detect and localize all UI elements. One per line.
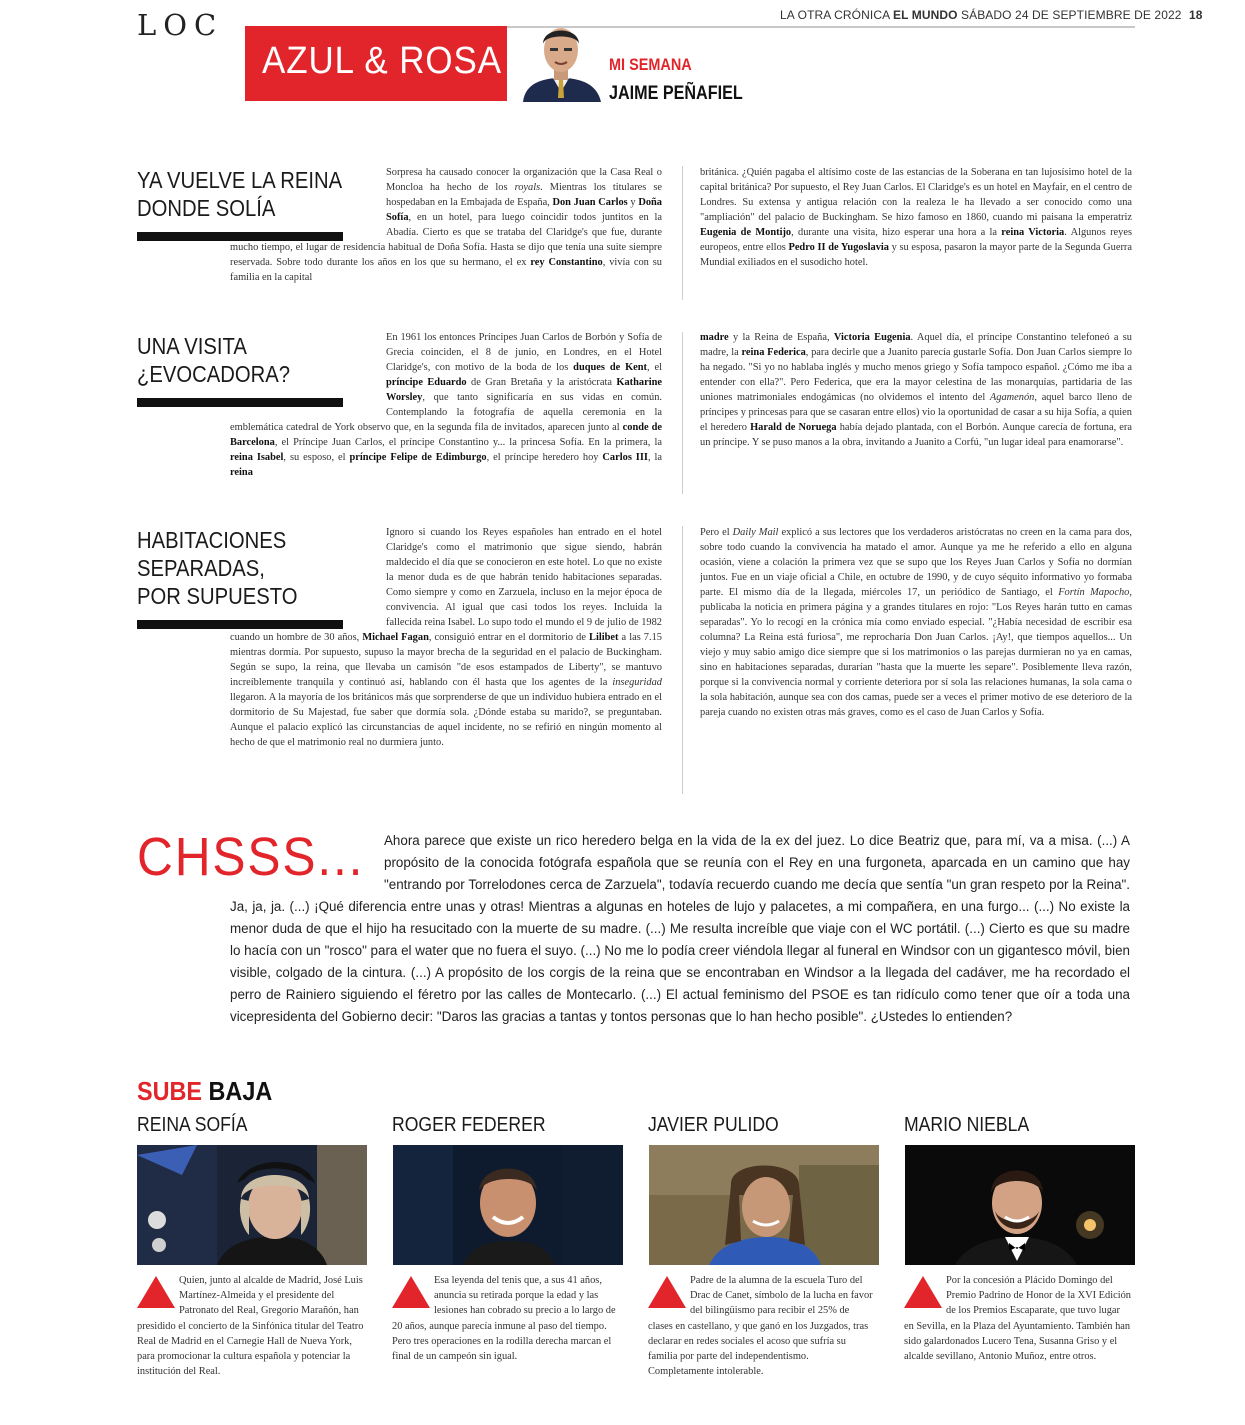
article-text: Sorpresa ha causado conocer la organización que la Casa Real o Moncloa ha hecho de los royals. Mientras los titulares se hospedaban en la Embajada de España, Don Juan Carlos y Doña Sofía, en un hotel, para luego coincidir todos juntitos en la Abadía. Cierto es que se trataba del Claridge's que fue, durante mucho tiempo, el lugar de residencia habitual de Doña Sofía. Hasta se dijo que tenía una suite siempre reservada. Sobre todo durante los años en los que su hermano, el ex rey Constantino, vivía con su familia en la capital <box>230 167 662 283</box>
article-text: Pero el Daily Mail explicó a sus lectores que los verdaderos aristócratas no creen en la cama para dos, sobre todo cuando la convivencia ha matado el amor. Aunque ya me he referido a ello en alguna ocasión, viene a colación la primera vez que se supo que los Reyes Juan Carlos y Sofía no dormían juntos. Fue en un viaje oficial a Chile, en octubre de 1990, y de cuyo séquito informativo yo formaba parte. El mismo día de la llegada, miércoles 17, un periódico de Santiago, el Fortín Mapocho, publicaba la noticia en primera página y a grandes titulares en rojo: "Los Reyes harán tutto en camas separadas". Yo lo recogí en la crónica mía como enviado especial. "¿Había necesidad de escribir esa columna? La Reina está furiosa", me reprocharía Don Juan Carlos. ¡Ay!, que tiempos aquellos... Un viejo y muy sabio amigo dice siempre que si los matrimonios o las parejas durmieran no ya en camas, sino en habitaciones separadas, durarían "hasta que la muerte les separe". Posiblemente lleva razón, porque si la convivencia normal y corriente deteriora por sí sola las relaciones humanas, la sola cama o la sola habitación, aunque sea con dos camas, puede ser a veces el primer motivo de ese deterioro de la pareja cuando no existen otras más graves, como es el caso de Juan Carlos y Sofía. <box>700 527 1132 718</box>
article-text: británica. ¿Quién pagaba el altísimo coste de las estancias de la Soberana en tan lujosísimo hotel de la capital británica? Por supuesto, el Rey Juan Carlos. El Claridge's es un hotel en Mayfair, en el centro de Londres. Su extensa y antigua relación con la realeza le ha llevado a ser conocido como una "ampliación" del palacio de Buckingham. Se hizo famoso en 1860, cuando mi paisana la emperatriz Eugenia de Montijo, durante una visita, hizo esperar una hora a la reina Victoria. Algunos reyes europeos, entre ellos Pedro II de Yugoslavia y su esposa, pasaron la mayor parte de la Segunda Guerra Mundial exiliados en el susodicho hotel. <box>700 167 1132 268</box>
section-title: AZUL & ROSA <box>262 40 503 82</box>
person-name: REINA SOFÍA <box>137 1114 248 1136</box>
column-divider <box>682 166 683 300</box>
person-caption: Por la concesión a Plácido Domingo del Premio Padrino de Honor de la XVI Edición de los Premios Escaparate, que tuvo lugar en Sevilla, en la Plaza del Ayuntamiento. También han sido galardonados Lucero Tena, Susanna Griso y el alcalde sevillano, Antonio Muñoz, entre otros. <box>904 1275 1131 1363</box>
sube-label: SUBE <box>137 1076 203 1106</box>
gossip-title: CHSSS... <box>137 827 365 887</box>
person-photo <box>905 1145 1135 1265</box>
section-heading-1: YA VUELVE LA REINA DONDE SOLÍA <box>137 167 343 221</box>
person-name: ROGER FEDERER <box>392 1114 546 1136</box>
columnist-portrait <box>517 14 605 102</box>
section-heading-3: HABITACIONES SEPARADAS, POR SUPUESTO <box>137 527 298 609</box>
article-text: En 1961 los entonces Príncipes Juan Carlos de Borbón y Sofía de Grecia coinciden, el 8 de junio, en Londres, en el Hotel Claridge's, con motivo de la boda de los duques de Kent, el príncipe Eduardo de Gran Bretaña y la aristócrata Katharine Worsley, que tanto significaría en sus vidas en común. Contemplando la fotografía de aquella ceremonia en la emblemática catedral de York observo que, en la segunda fila de invitados, aparecen junto al conde de Barcelona, el Príncipe Juan Carlos, el príncipe Constantino y... la princesa Sofía. En la primera, la reina Isabel, su esposo, el príncipe Felipe de Edimburgo, el príncipe heredero hoy Carlos III, la reina <box>230 332 662 478</box>
article-text: Ignoro si cuando los Reyes españoles han entrado en el hotel Claridge's como el matrimonio que sigue siendo, habrán maldecido el día que se conocieron en este hotel. Lo que no existe la menor duda es de que habrán tenido habitaciones separadas. Como siempre y como en Zarzuela, incluso en la mejor época de convivencia. Al igual que casi todos los reyes. Incluida la fallecida reina Isabel. Lo supo todo el mundo el 9 de julio de 1982 cuando un hombre de 30 años, Michael Fagan, consiguió entrar en el dormitorio de Lilibet a las 7.15 mientras dormía. Por supuesto, supuso la mayor brecha de la seguridad en el palacio de Buckingham. Según se supo, la reina, que llevaba un camisón "de esos estampados de Liberty", se mantuvo increíblemente tranquila y continuó así, hablando con él hasta que los agentes de la inseguridad llegaron. A la mayoría de los británicos más que sorprenderse de que un individuo hubiera entrado en el dormitorio de Su Majestad, fue saber que dormía sola. ¿Dónde estaba su marido?, se preguntaban. Aunque el palacio explicó las circunstancias de aquel incidente, no se refirió en ningún momento al hecho de que el matrimonio real no durmiera junto. <box>230 527 662 748</box>
article-text: madre y la Reina de España, Victoria Eugenia. Aquel día, el príncipe Constantino telefoneó a su madre, la reina Federica, para decirle que a Juanito parecía gustarle Sofía. Don Juan Carlos siempre lo ha negado. "Si yo no hablaba inglés y mucho menos griego y Sofía tampoco español. ¿Cómo me iba a entender con ella?". Pero Federica, que era la mayor celestina de las monarquías, partidaria de las uniones matrimoniales endogámicas (no olvidemos el intento del Agamenón, aquel barco lleno de príncipes y princesas para que se casaran entre ellos) vio la oportunidad de casar a su hija Sofía, a quien el heredero Harald de Noruega había dejado plantada, con el Borbón. Aunque carecía de fortuna, era un príncipe. Y se puso manos a la obra, invitando a Juanito a Corfú, "un lugar ideal para enamorarse". <box>700 332 1132 448</box>
person-photo <box>649 1145 879 1265</box>
column-divider <box>682 526 683 794</box>
column-kicker: MI SEMANA <box>609 55 692 74</box>
person-name: JAVIER PULIDO <box>648 1114 779 1136</box>
person-caption: Quien, junto al alcalde de Madrid, José Luis Martínez-Almeida y el presidente del Patronato del Real, Gregorio Marañón, han presidido el concierto de la Sinfónica titular del Teatro Real de Madrid en el Carnegie Hall de Nueva York, para promocionar la cultura española y potenciar la institución del Real. <box>137 1275 364 1378</box>
person-photo <box>137 1145 367 1265</box>
columnist-name: JAIME PEÑAFIEL <box>609 83 743 104</box>
person-caption: Padre de la alumna de la escuela Turo del Drac de Canet, símbolo de la lucha en favor del bilingüismo para recibir el 25% de clases en castellano, y que ganó en los Juzgados, tras declarar en redes sociales el acoso que sufría su familia por parte del independentismo. Completamente intolerable. <box>648 1275 873 1378</box>
person-name: MARIO NIEBLA <box>904 1114 1030 1136</box>
sube-baja-title <box>137 1076 272 1107</box>
section-logo: LOC <box>137 8 224 42</box>
masthead-section: LA OTRA CRÓNICA <box>780 8 890 22</box>
masthead-date: SÁBADO 24 DE SEPTIEMBRE DE 2022 <box>961 8 1182 22</box>
masthead-line <box>780 8 1203 22</box>
section-heading-2: UNA VISITA ¿EVOCADORA? <box>137 333 290 387</box>
person-caption: Esa leyenda del tenis que, a sus 41 años, anuncia su retirada porque la edad y las lesiones han cobrado su precio a lo largo de 20 años, aunque parecía inmune al paso del tiempo. Pero tres operaciones en la rodilla derecha marcan el final de un campeón sin igual. <box>392 1275 616 1363</box>
baja-label: BAJA <box>208 1076 273 1106</box>
column-divider <box>682 332 683 494</box>
page-number: 18 <box>1188 8 1203 22</box>
person-photo <box>393 1145 623 1265</box>
masthead-paper: EL MUNDO <box>892 8 958 22</box>
gossip-text: Ahora parece que existe un rico heredero belga en la vida de la ex del juez. Lo dice Beatriz que, para mí, va a misa. (...) A propósito de la conocida fotógrafa española que se reunía con el Rey en una furgoneta, aparcada en un camino que hay "entrando por Torrelodones cerca de Zarzuela", todavía recuerdo cuando me decía que sentía "un gran respeto por la Reina". Ja, ja, ja. (...) ¡Qué diferencia entre unas y otras! Mientras a algunas en hoteles de lujo y palacetes, a mi compañera, en una furgo... (...) No existe la menor duda de que el hijo ha resucitado con la muerte de su madre. (...) Me resulta increíble que viaje con el WC portátil. (...) Cierto es que su madre lo hacía con un "rosco" para el water que no fuera el suyo. (...) No me lo podía creer viéndola llegar al funeral en Windsor con un gigantesco móvil, bien visible, colgado de la cintura. (...) A propósito de los corgis de la reina que se encontraban en Windsor a la llegada del cadáver, me ha recordado el perro de Rainiero siguiendo el féretro por las calles de Montecarlo. (...) El actual feminismo del PSOE es tan ridículo como tener que oír a toda una vicepresidenta del Gobierno decir: "Daros las gracias a tantas y tontos personas que lo han hecho posible". ¿Ustedes lo entienden? <box>230 833 1130 1024</box>
